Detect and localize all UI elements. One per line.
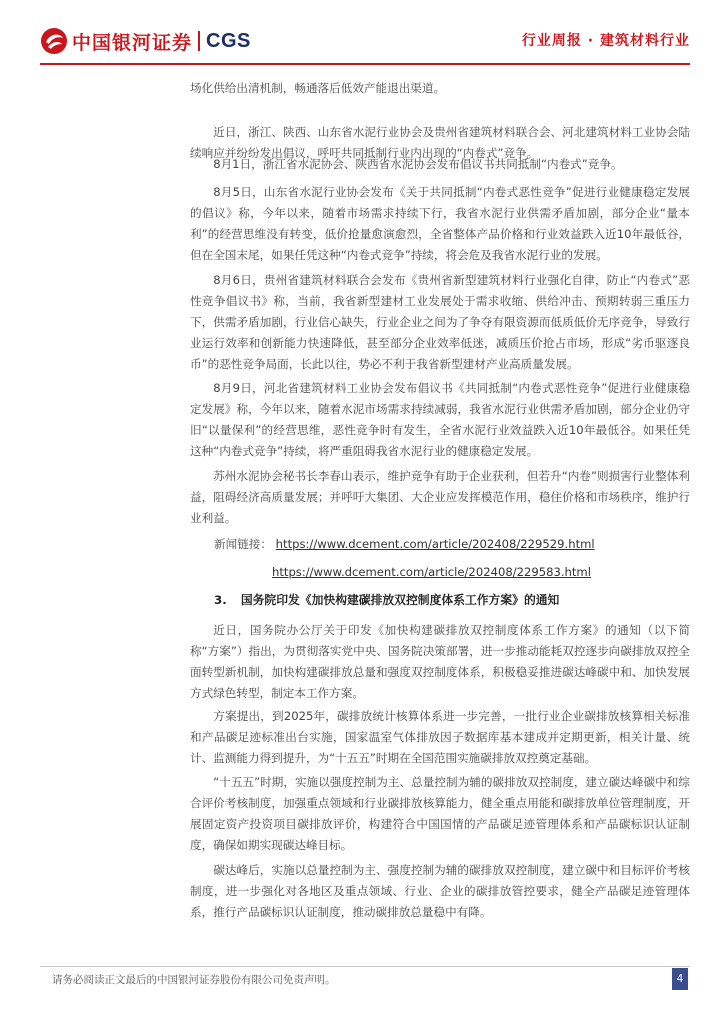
paragraph: 8月6日，贵州省建筑材料联合会发布《贵州省新型建筑材料行业强化自律，防止“内卷式”恶性竞争倡议书》称，当前，我省新型建材工业发展处于需求收缩、供给冲击、预期转弱三重压力下，供需矛盾加剧，行业信心缺失，行业企业之间为了争夺有限资源而低质低价无序竞争，导致行业运行效率和创新能力快速降低，甚至部分企业效率低迷，减质压价抢占市场，形成“劣币驱逐良币”的恶性竞争局面，长此以往，势必不利于我省新型建材产业高质量发展。 (190, 273, 690, 371)
news-link-row (214, 534, 595, 555)
page-header (0, 0, 724, 74)
news-link-1[interactable]: https://www.dcement.com/article/202408/229529.html (275, 537, 595, 551)
paragraph: 近日，浙江、陕西、山东省水泥行业协会及贵州省建筑材料联合会、河北建筑材料工业协会陆续响应并纷纷发出倡议，呼吁共同抵制行业内出现的“内卷式”竞争。 (190, 125, 690, 160)
page-number: 4 (672, 968, 688, 990)
paragraph: 方案提出，到2025年，碳排放统计核算体系进一步完善，一批行业企业碳排放核算相关标准和产品碳足迹标准出台实施，国家温室气体排放因子数据库基本建成并定期更新，相关计量、统计、监测能力得到提升，为“十五五”时期在全国范围实施碳排放双控奠定基础。 (190, 709, 690, 765)
paragraph: 8月9日，河北省建筑材料工业协会发布倡议书《共同抵制“内卷式恶性竞争”促进行业健康稳定发展》称，今年以来，随着水泥市场需求持续减弱，我省水泥行业供需矛盾加剧，部分企业仍守旧“以量保利”的经营思维，恶性竞争时有发生，全省水泥行业效益跌入近10年最低谷。如果任凭这种“内卷式竞争”持续，将严重阻碍我省水泥行业的健康稳定发展。 (190, 381, 690, 458)
paragraph: 8月5日，山东省水泥行业协会发布《关于共同抵制“内卷式恶性竞争”促进行业健康稳定发展的倡议》称，今年以来，随着市场需求持续下行，我省水泥行业供需矛盾加剧，部分企业“量本利”的经营思维没有转变，低价抢量愈演愈烈，全省整体产品价格和行业效益跌入近10年最低谷，但在全国末尾，如果任凭这种“内卷式竞争”持续，将会危及我省水泥行业的发展。 (190, 185, 690, 262)
news-link-2[interactable]: https://www.dcement.com/article/202408/229583.html (272, 565, 591, 579)
section-number: 3. (214, 593, 227, 607)
logo-english-name: CGS (206, 29, 251, 52)
company-logo (40, 26, 251, 56)
section-heading (214, 590, 559, 611)
section-title: 国务院印发《加快构建碳排放双控制度体系工作方案》的通知 (240, 593, 560, 607)
logo-divider (198, 31, 200, 51)
paragraph: “十五五”时期，实施以强度控制为主、总量控制为辅的碳排放双控制度，建立碳达峰碳中和综合评价考核制度，加强重点领域和行业碳排放核算能力，健全重点用能和碳排放单位管理制度，开展固定资产投资项目碳排放评价，构建符合中国国情的产品碳足迹管理体系和产品碳标识认证制度，确保如期实现碳达峰目标。 (190, 775, 690, 852)
footer-rule (40, 966, 690, 967)
report-type: 行业周报 · 建筑材料行业 (521, 33, 690, 49)
paragraph: 碳达峰后，实施以总量控制为主、强度控制为辅的碳排放双控制度，建立碳中和目标评价考核制度，进一步强化对各地区及重点领域、行业、企业的碳排放管控要求，健全产品碳足迹管理体系，推行产品碳标识认证制度，推动碳排放总量稳中有降。 (190, 863, 690, 919)
news-link-label: 新闻链接： (214, 537, 272, 551)
header-rule (40, 63, 690, 65)
paragraph: 苏州水泥协会秘书长李春山表示，维护竞争有助于企业获利，但若升“内卷”则损害行业整体利益，阻碍经济高质量发展；并呼吁大集团、大企业应发挥模范作用，稳住价格和市场秩序，维护行业利益。 (190, 469, 690, 525)
paragraph: 场化供给出清机制，畅通落后低效产能退出渠道。 (190, 81, 446, 95)
footer-disclaimer: 请务必阅读正文最后的中国银河证券股份有限公司免责声明。 (52, 974, 336, 986)
paragraph: 近日，国务院办公厅关于印发《加快构建碳排放双控制度体系工作方案》的通知（以下简称“方案”）指出，为贯彻落实党中央、国务院决策部署，进一步推动能耗双控逐步向碳排放双控全面转型新机制，加快构建碳排放总量和强度双控制度体系，积极稳妥推进碳达峰碳中和、加快发展方式绿色转型，制定本工作方案。 (190, 623, 690, 700)
paragraph: 8月1日，浙江省水泥协会、陕西省水泥协会发布倡议书共同抵制“内卷式”竞争。 (213, 157, 623, 171)
news-link-row (272, 562, 591, 583)
galaxy-logo-icon (40, 27, 68, 55)
logo-chinese-name: 中国银河证券 (72, 31, 193, 54)
